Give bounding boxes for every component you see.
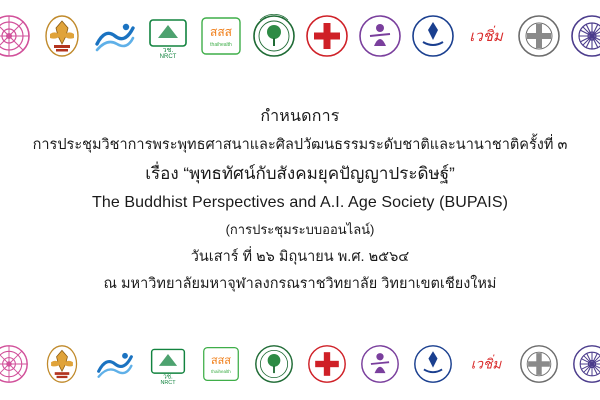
logo-royal-blue-crest <box>411 14 455 58</box>
svg-text:thaihealth: thaihealth <box>209 42 232 48</box>
logo-blue-wave <box>93 14 137 58</box>
document-title: กำหนดการ <box>260 108 340 126</box>
conference-topic-english: The Buddhist Perspectives and A.I. Age Society (BUPAIS) <box>91 194 509 212</box>
logo-red-script <box>464 342 508 386</box>
logo-grey-emblem <box>517 342 561 386</box>
svg-text:thaihealth: thaihealth <box>210 369 231 375</box>
logo-grey-emblem <box>517 14 561 58</box>
logo-royal-garuda <box>40 342 84 386</box>
svg-text:สสส: สสส <box>210 355 231 367</box>
logo-blue-wave <box>93 342 137 386</box>
poster-text-block <box>0 64 600 336</box>
svg-text:วช.: วช. <box>162 373 173 381</box>
logo-red-cross-emblem <box>305 14 349 58</box>
logo-nrct <box>146 14 190 58</box>
logo-thaihealth-sss <box>199 14 243 58</box>
conference-topic-thai: เรื่อง “พุทธทัศน์กับสังคมยุคปัญญาประดิษฐ์” <box>145 164 455 184</box>
svg-text:วช.: วช. <box>162 47 173 54</box>
logo-university-green-tree <box>252 342 296 386</box>
logo-mandala-pink <box>0 342 31 386</box>
logo-strip-top <box>0 0 600 64</box>
logo-thaihealth-sss <box>199 342 243 386</box>
svg-text:เวชิ่ม: เวชิ่ม <box>470 356 501 372</box>
logo-purple-figure <box>358 14 402 58</box>
logo-red-cross-emblem <box>305 342 349 386</box>
conference-venue: ณ มหาวิทยาลัยมหาจุฬาลงกรณราชวิทยาลัย วิทยาเขตเชียงใหม่ <box>103 275 497 292</box>
conference-name: การประชุมวิชาการพระพุทธศาสนาและศิลปวัฒนธรรมระดับชาติและนานาชาติครั้งที่ ๓ <box>32 137 568 154</box>
logo-purple-figure <box>358 342 402 386</box>
logo-royal-garuda <box>40 14 84 58</box>
logo-dharma-wheel <box>570 14 600 58</box>
logo-royal-blue-crest <box>411 342 455 386</box>
logo-strip-bottom <box>0 336 600 400</box>
logo-dharma-wheel <box>570 342 600 386</box>
conference-date: วันเสาร์ ที่ ๒๖ มิถุนายน พ.ศ. ๒๕๖๔ <box>190 248 410 265</box>
svg-text:เวชิ่ม: เวชิ่ม <box>468 29 503 45</box>
svg-text:NRCT: NRCT <box>159 380 176 384</box>
conference-mode: (การประชุมระบบออนไลน์) <box>225 222 375 238</box>
logo-university-green-tree <box>252 14 296 58</box>
svg-text:NRCT: NRCT <box>159 54 176 58</box>
svg-text:สสส: สสส <box>209 25 232 39</box>
logo-nrct <box>146 342 190 386</box>
logo-red-script <box>464 14 508 58</box>
logo-mandala-pink <box>0 14 31 58</box>
